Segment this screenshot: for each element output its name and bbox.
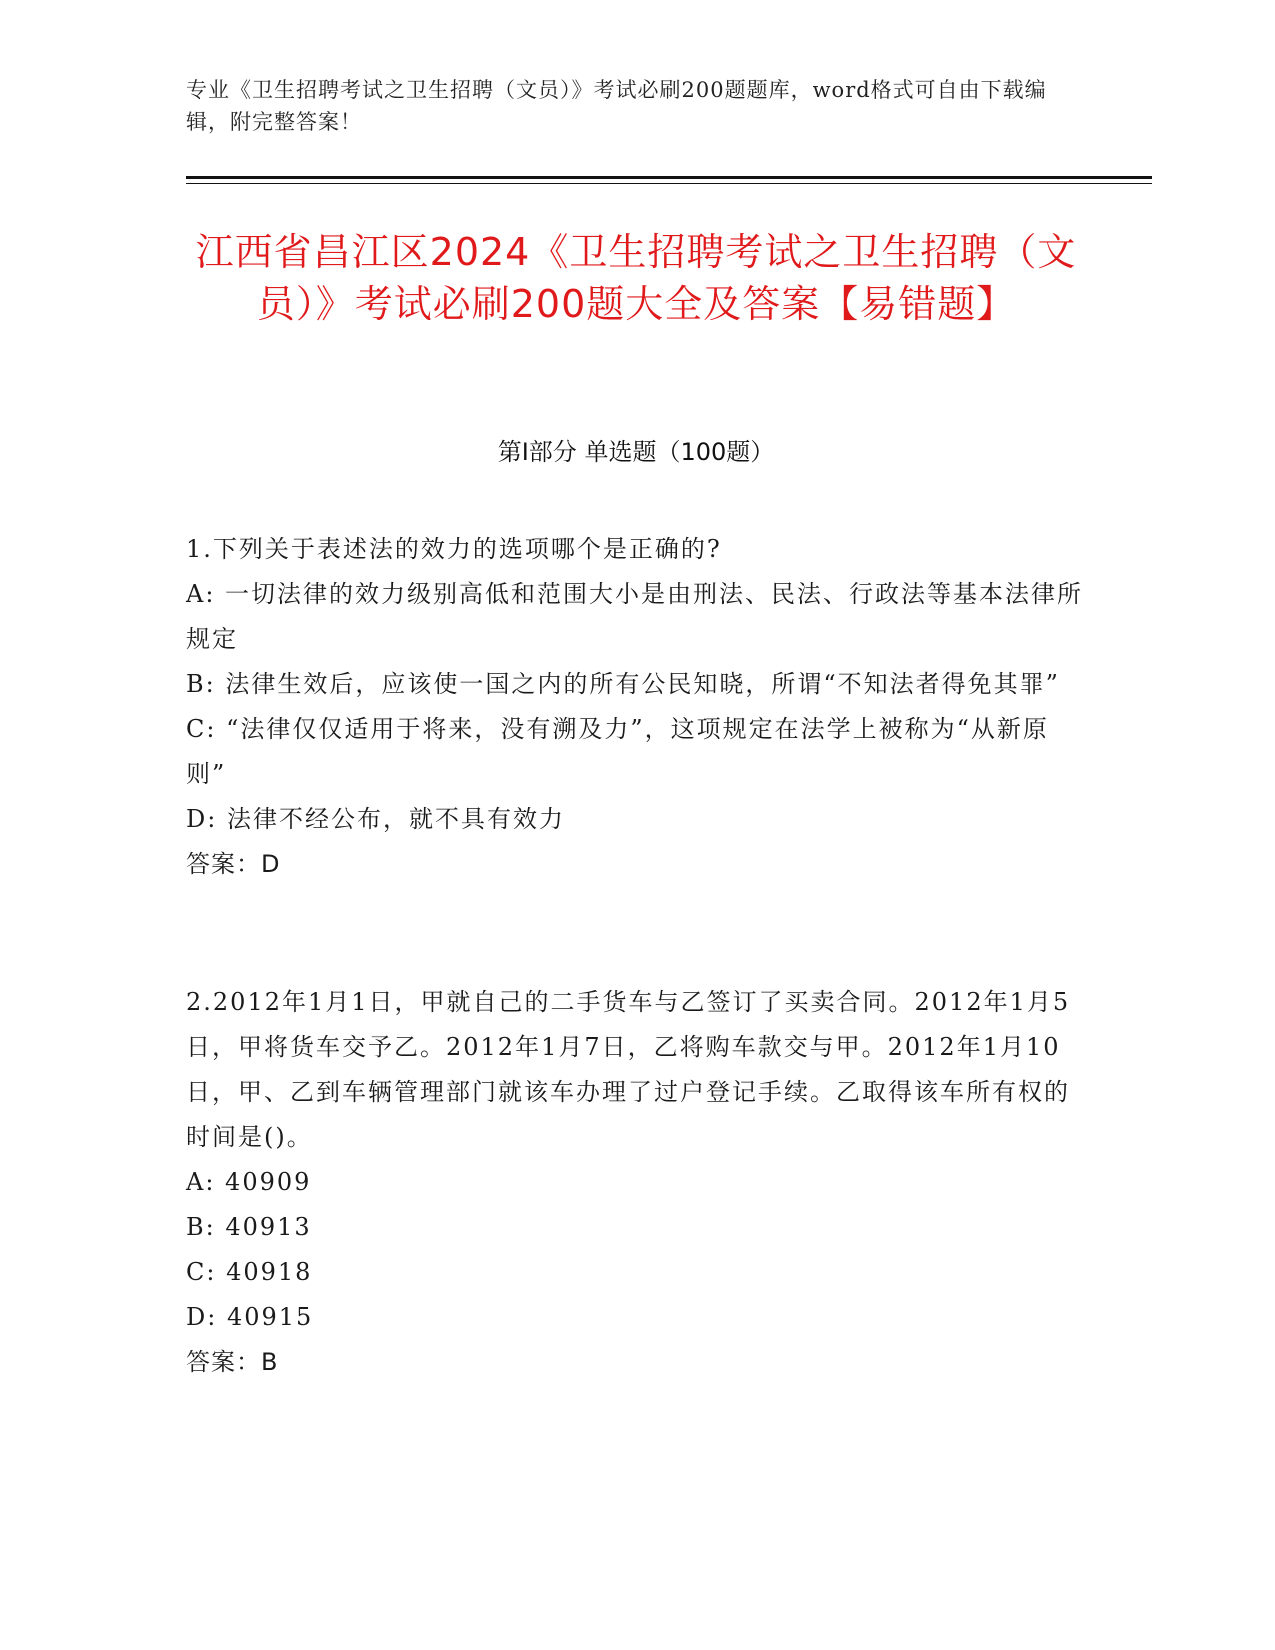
- header-divider-thin: [186, 183, 1152, 184]
- header-note: 专业《卫生招聘考试之卫生招聘（文员）》考试必刷200题题库，word格式可自由下载编辑，附完整答案！: [186, 78, 1047, 134]
- header-divider-thick: [186, 176, 1152, 179]
- option-b: B: 40913: [186, 1213, 312, 1241]
- option-c: C: “法律仅仅适用于将来，没有溯及力”，这项规定在法学上被称为“从新原则”: [186, 715, 1049, 788]
- option-a: A: 40909: [186, 1168, 312, 1196]
- question-stem: 2.2012年1月1日，甲就自己的二手货车与乙签订了买卖合同。2012年1月5日，甲将货车交予乙。2012年1月7日，乙将购车款交与甲。2012年1月10日，甲、乙到车辆管理部门就该车办理了过户登记手续。乙取得该车所有权的时间是()。: [186, 988, 1071, 1151]
- option-b: B: 法律生效后，应该使一国之内的所有公民知晓，所谓“不知法者得免其罪”: [186, 670, 1060, 698]
- section-heading: 第I部分 单选题（100题）: [497, 438, 775, 466]
- option-c: C: 40918: [186, 1258, 313, 1286]
- option-d: D: 法律不经公布，就不具有效力: [186, 805, 565, 833]
- document-title: 江西省昌江区2024《卫生招聘考试之卫生招聘（文员）》考试必刷200题大全及答案【易错题】: [195, 230, 1077, 326]
- question-block: [186, 980, 1086, 1385]
- question-block: [186, 527, 1086, 887]
- answer-label: 答案：B: [186, 1348, 279, 1376]
- question-stem: 1.下列关于表述法的效力的选项哪个是正确的?: [186, 535, 722, 563]
- option-d: D: 40915: [186, 1303, 314, 1331]
- option-a: A: 一切法律的效力级别高低和范围大小是由刑法、民法、行政法等基本法律所规定: [186, 580, 1084, 653]
- answer-label: 答案：D: [186, 850, 281, 878]
